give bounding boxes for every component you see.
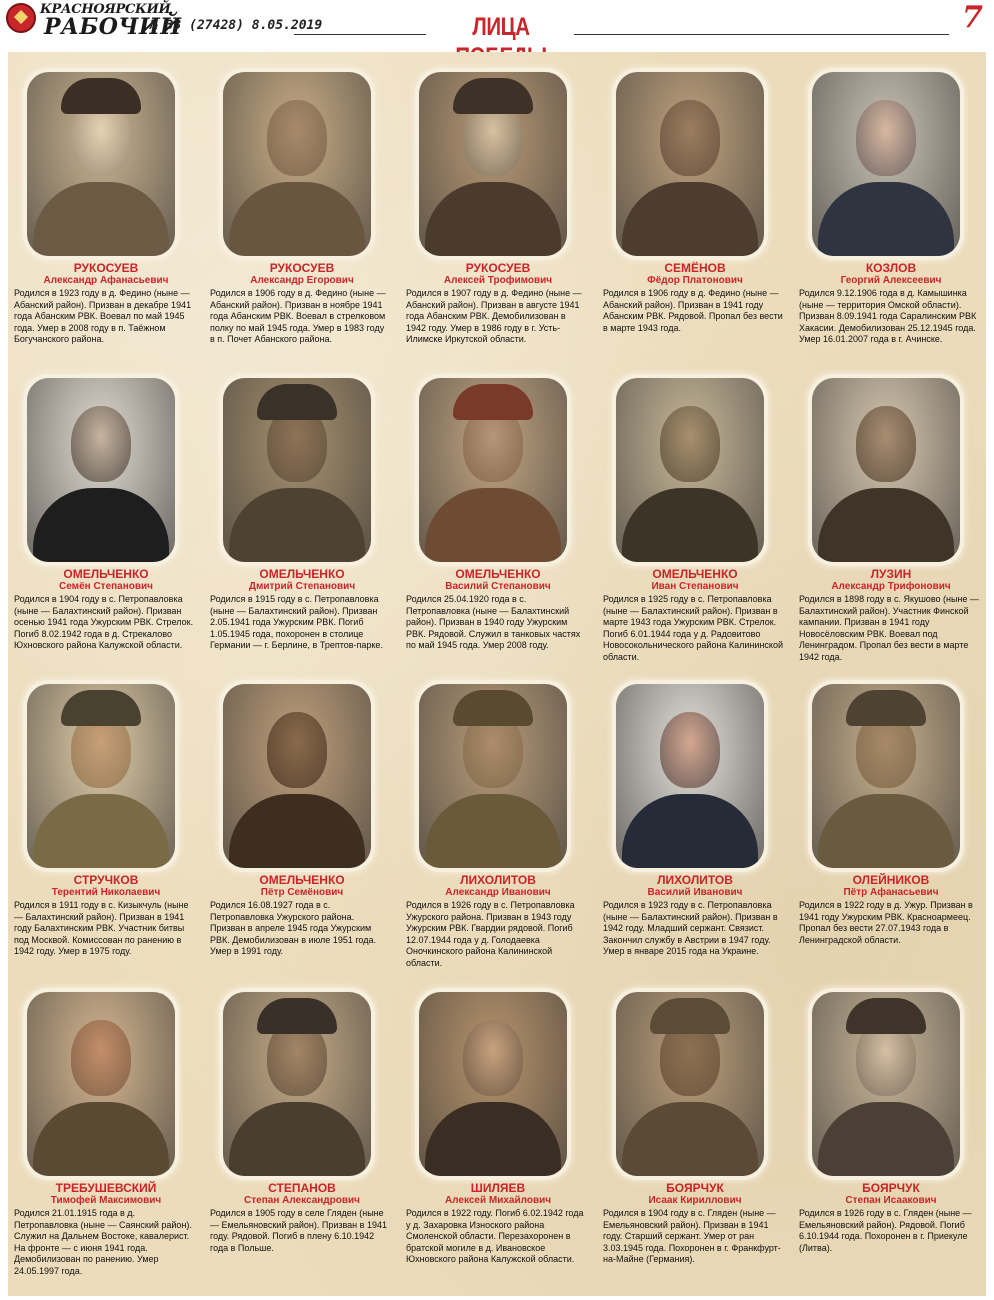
- section-title: ЛИЦА: [472, 13, 530, 41]
- veteran-biography: Родился в 1925 году в с. Петропавловка (ныне — Балахтинский район). Призван в марте 1943 года Ужурским РВК. Стрелок. Погиб 6.01.1944 года у д. Радовитово Новосокольнического района Калининской области.: [603, 594, 783, 662]
- veteran-surname: ТРЕБУШЕВСКИЙ: [55, 1181, 157, 1195]
- veteran-portrait-photo: [223, 684, 371, 868]
- veteran-surname: ЛИХОЛИТОВ: [460, 873, 536, 887]
- veteran-portrait-photo: [812, 378, 960, 562]
- veteran-card: [12, 376, 200, 682]
- veteran-portrait-photo: [419, 992, 567, 1176]
- veteran-card: [601, 70, 789, 376]
- veteran-portrait-photo: [419, 684, 567, 868]
- veteran-biography: Родился в 1926 году в с. Петропавловка Ужурского района. Призван в 1943 году Ужурским РВК. Гвардии рядовой. Погиб 12.07.1944 года у д. Голодаевка Оночкинского района Калининской области.: [406, 900, 575, 968]
- veteran-portrait-photo: [616, 992, 764, 1176]
- veteran-given-names: Дмитрий Степанович: [248, 581, 356, 592]
- veteran-surname: БОЯРЧУК: [666, 1181, 724, 1195]
- veteran-biography: Родился в 1905 году в селе Гляден (ныне — Емельяновский район). Призван в 1941 году. Рядовой. Погиб в плену 6.10.1942 года в Польше.: [210, 1208, 387, 1253]
- veteran-surname: БОЯРЧУК: [862, 1181, 920, 1195]
- veteran-card: [797, 682, 985, 988]
- veteran-card: [12, 682, 200, 988]
- veteran-portrait-photo: [223, 378, 371, 562]
- veteran-portrait-photo: [812, 684, 960, 868]
- masthead: [0, 0, 994, 44]
- veteran-biography: Родился 16.08.1927 года в с. Петропавловка Ужурского района. Призван в апреле 1945 года Ужурским РВК. Демобилизован в июле 1951 года. Умер в 1991 году.: [210, 900, 376, 957]
- veteran-card: [404, 70, 592, 376]
- newspaper-emblem-icon: [6, 3, 36, 33]
- veteran-given-names: Александр Трифонович: [831, 581, 951, 592]
- veteran-biography: Родился 9.12.1906 года в д. Камышинка (ныне — территория Омской области). Призван 8.09.1941 года Саралинским РВК Хакасии. Демобилизован 25.12.1945 года. Умер 16.01.2007 года в г. Ачинске.: [799, 288, 977, 345]
- logo-top-text: КРАСНОЯРСКИЙ: [40, 2, 171, 17]
- veteran-given-names: Пётр Семёнович: [260, 887, 344, 898]
- header-rule-right: [574, 34, 949, 35]
- veteran-portrait-photo: [223, 992, 371, 1176]
- veteran-given-names: Степан Александрович: [244, 1195, 360, 1206]
- veteran-portrait-photo: [616, 72, 764, 256]
- veteran-card: [208, 70, 396, 376]
- veteran-surname: СТЕПАНОВ: [268, 1181, 336, 1195]
- veterans-grid: [12, 70, 986, 1292]
- veteran-portrait-photo: [27, 992, 175, 1176]
- veteran-card: [601, 990, 789, 1296]
- veteran-biography: Родился в 1911 году в с. Кизыкчуль (ныне — Балахтинский район). Призван в 1941 году Балахтинским РВК. Участник битвы под Москвой. Комиссован по ранению в 1942 году. Умер в 1975 году.: [14, 900, 189, 957]
- veteran-surname: ОЛЕЙНИКОВ: [852, 873, 930, 887]
- veteran-given-names: Василий Степанович: [445, 581, 551, 592]
- veteran-biography: Родился в 1926 году в с. Гляден (ныне — Емельяновский район). Рядовой. Погиб 6.10.1944 года. Похоронен в г. Приекуле (Литва).: [799, 1208, 972, 1253]
- veteran-biography: Родился 25.04.1920 года в с. Петропавловка (ныне — Балахтинский район). Призван в 1940 году Ужурским РВК. Рядовой. Служил в танковых частях по май 1945 года. Умер 2008 году.: [406, 594, 581, 651]
- veteran-surname: ОМЕЛЬЧЕНКО: [259, 567, 345, 581]
- veteran-card: [12, 70, 200, 376]
- veteran-surname: ЛИХОЛИТОВ: [657, 873, 733, 887]
- veteran-surname: СТРУЧКОВ: [73, 873, 139, 887]
- veteran-portrait-photo: [419, 72, 567, 256]
- veteran-given-names: Александр Егорович: [250, 275, 354, 286]
- veteran-card: [208, 990, 396, 1296]
- veteran-biography: Родился 21.01.1915 года в д. Петропавловка (ныне — Саянский район). Служил на Дальнем Востоке, кавалерист. На фронте — с июня 1941 года. Демобилизован по ранению. Умер 24.05.1997 года.: [14, 1208, 192, 1276]
- veteran-surname: ЛУЗИН: [870, 567, 912, 581]
- veteran-given-names: Семён Степанович: [59, 581, 153, 592]
- veteran-biography: Родился в 1923 году в с. Петропавловка (ныне — Балахтинский район). Призван в 1942 году. Младший сержант. Связист. Закончил службу в Австрии в 1947 году. Умер в январе 2015 года на Украине.: [603, 900, 778, 957]
- veteran-given-names: Терентий Николаевич: [51, 887, 161, 898]
- veteran-surname: РУКОСУЕВ: [269, 261, 335, 275]
- veteran-biography: Родился в 1907 году в д. Федино (ныне — Абанский район). Призван в августе 1941 года Абанским РВК. Демобилизован в 1942 году. Умер в 1986 году в г. Усть-Илимске Иркутской области.: [406, 288, 582, 345]
- veteran-biography: Родился в 1904 году в с. Гляден (ныне — Емельяновский район). Призван в 1941 году. Старший сержант. Умер от ран 3.03.1945 года. Похоронен в г. Франкфурт-на-Майне (Германия).: [603, 1208, 781, 1265]
- veteran-biography: Родился в 1906 году в д. Федино (ныне — Абанский район). Призван в ноябре 1941 года Абанским РВК. Воевал в стрелковом полку по май 1945 года. Умер в 1983 году в п. Почет Абанского района.: [210, 288, 386, 345]
- veteran-surname: СЕМЁНОВ: [664, 261, 726, 275]
- veteran-card: [797, 70, 985, 376]
- veteran-card: [404, 682, 592, 988]
- veteran-card: [797, 990, 985, 1296]
- veteran-card: [12, 990, 200, 1296]
- veteran-given-names: Георгий Алексеевич: [840, 275, 942, 286]
- veteran-portrait-photo: [419, 378, 567, 562]
- veteran-portrait-photo: [27, 72, 175, 256]
- veteran-given-names: Фёдор Платонович: [647, 275, 743, 286]
- veteran-biography: Родился в 1922 году в д. Ужур. Призван в 1941 году Ужурским РВК. Красноармеец. Пропал без вести 27.07.1943 года в Ленинградской области.: [799, 900, 973, 945]
- veteran-biography: Родился в 1904 году в с. Петропавловка (ныне — Балахтинский район). Призван осенью 1941 года Ужурским РВК. Стрелок. Погиб 8.02.1942 года в д. Стрекалово Юхновского района Калужской области.: [14, 594, 194, 651]
- veteran-card: [208, 682, 396, 988]
- veteran-portrait-photo: [812, 72, 960, 256]
- veteran-given-names: Алексей Михайлович: [444, 1195, 552, 1206]
- veteran-card: [797, 376, 985, 682]
- veteran-portrait-photo: [27, 684, 175, 868]
- issue-info: № 33 (27428) 8.05.2019: [150, 18, 323, 33]
- veteran-given-names: Александр Иванович: [445, 887, 551, 898]
- header-rule-left: [294, 34, 426, 35]
- veteran-card: [404, 376, 592, 682]
- veteran-biography: Родился в 1898 году в с. Якушово (ныне — Балахтинский район). Участник Финской кампании. Призван в 1941 году Новосёловским РВК. Воевал под Ленинградом. Пропал без вести в марте 1942 года.: [799, 594, 979, 662]
- logo-bottom-text: РАБОЧИЙ: [44, 14, 182, 40]
- veteran-portrait-photo: [616, 684, 764, 868]
- veteran-surname: ОМЕЛЬЧЕНКО: [455, 567, 541, 581]
- veteran-given-names: Пётр Афанасьевич: [843, 887, 939, 898]
- veteran-given-names: Степан Исаакович: [845, 1195, 937, 1206]
- veteran-surname: РУКОСУЕВ: [465, 261, 531, 275]
- veteran-portrait-photo: [223, 72, 371, 256]
- veteran-portrait-photo: [616, 378, 764, 562]
- veteran-biography: Родился в 1923 году в д. Федино (ныне — Абанский район). Призван в декабре 1941 года Абанским РВК. Воевал по май 1945 года. Умер в 2008 году в п. Таёжном Богучанского района.: [14, 288, 192, 345]
- veteran-surname: РУКОСУЕВ: [73, 261, 139, 275]
- veteran-card: [601, 376, 789, 682]
- veteran-given-names: Алексей Трофимович: [443, 275, 553, 286]
- veteran-card: [208, 376, 396, 682]
- veteran-biography: Родился в 1915 году в с. Петропавловка (ныне — Балахтинский район). Призван 2.05.1941 года Ужурским РВК. Погиб 1.05.1945 года, похоронен в столице Германии — г. Берлине, в Трептов-парке.: [210, 594, 383, 651]
- veteran-given-names: Иван Степанович: [651, 581, 739, 592]
- veteran-portrait-photo: [27, 378, 175, 562]
- veteran-card: [601, 682, 789, 988]
- veteran-card: [404, 990, 592, 1296]
- veteran-surname: ОМЕЛЬЧЕНКО: [259, 873, 345, 887]
- veteran-biography: Родился в 1922 году. Погиб 6.02.1942 года у д. Захаровка Изноского района Смоленской области. Перезахоронен в братской могиле в д. Ивановское Юхновского района Калужской области.: [406, 1208, 584, 1265]
- veteran-given-names: Исаак Кириллович: [648, 1195, 742, 1206]
- veteran-given-names: Александр Афанасьевич: [43, 275, 169, 286]
- page-number: 7: [962, 0, 983, 35]
- veteran-surname: КОЗЛОВ: [865, 261, 917, 275]
- veteran-portrait-photo: [812, 992, 960, 1176]
- veteran-surname: ОМЕЛЬЧЕНКО: [652, 567, 738, 581]
- veteran-surname: ШИЛЯЕВ: [470, 1181, 526, 1195]
- veteran-given-names: Василий Иванович: [647, 887, 743, 898]
- veteran-given-names: Тимофей Максимович: [50, 1195, 162, 1206]
- veteran-surname: ОМЕЛЬЧЕНКО: [63, 567, 149, 581]
- veteran-biography: Родился в 1906 году в д. Федино (ныне — Абанский район). Призван в 1941 году Абанским РВК. Рядовой. Пропал без вести в марте 1943 года.: [603, 288, 783, 333]
